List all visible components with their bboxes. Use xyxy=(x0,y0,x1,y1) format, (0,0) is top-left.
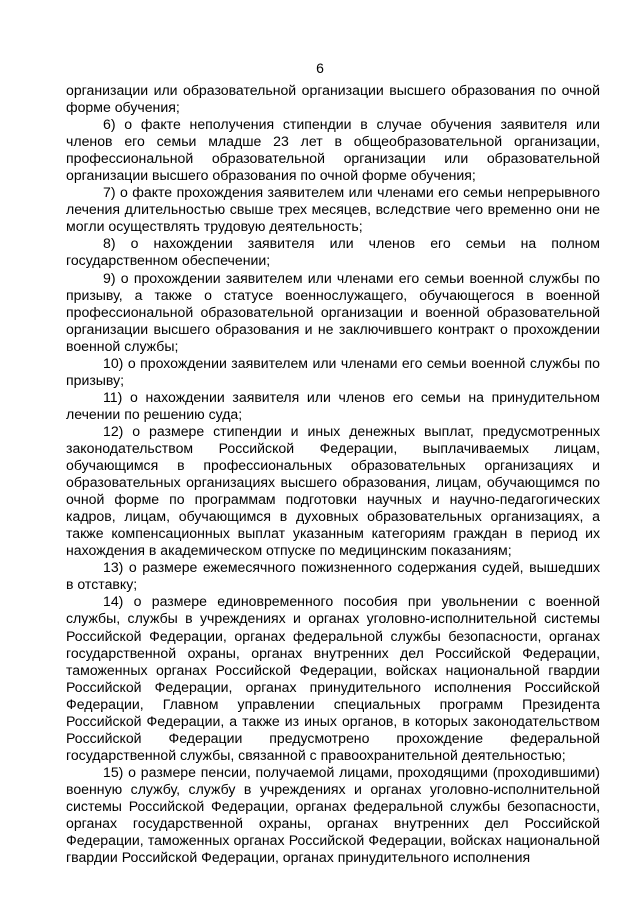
paragraph-item-10: 10) о прохождении заявителем или членами его семьи военной службы по призыву; xyxy=(66,354,600,388)
page-number: 6 xyxy=(316,60,324,76)
paragraph-item-12: 12) о размере стипендии и иных денежных выплат, предусмотренных законодательством Российской Федерации, выплачиваемых лицам, обучающимся в профессиональных образовательных организациях и образовательных организациях высшего образования, лицам, обучающимся по очной форме по программам подготовки научных и научно-педагогических кадров, лицам, обучающимся в духовных образовательных организациях, а также компенсационных выплат указанным категориям граждан в период их нахождения в академическом отпуске по медицинским показаниям; xyxy=(66,422,600,559)
paragraph-item-6: 6) о факте неполучения стипендии в случае обучения заявителя или членов его семьи младше 23 лет в общеобразовательной организации, профессиональной образовательной организации или образовательной организации высшего образования по очной форме обучения; xyxy=(66,116,600,184)
paragraph-item-14: 14) о размере единовременного пособия при увольнении с военной службы, службы в учреждениях и органах уголовно-исполнительной системы Российской Федерации, органах федеральной службы безопасности, органах государственной охраны, органах внутренних дел Российской Федерации, таможенных органах Российской Федерации, войсках национальной гвардии Российской Федерации, органах принудительного исполнения Российской Федерации, Главном управлении специальных программ Президента Российской Федерации, а также из иных органов, в которых законодательством Российской Федерации предусмотрено прохождение федеральной государственной службы, связанной с правоохранительной деятельностью; xyxy=(66,593,600,763)
paragraph-continuation: организации или образовательной организации высшего образования по очной форме обучения; xyxy=(66,82,600,116)
paragraph-item-7: 7) о факте прохождения заявителем или членами его семьи непрерывного лечения длительностью свыше трех месяцев, вследствие чего временно они не могли осуществлять трудовую деятельность; xyxy=(66,184,600,235)
document-body xyxy=(66,82,600,866)
paragraph-item-9: 9) о прохождении заявителем или членами его семьи военной службы по призыву, а также о статусе военнослужащего, обучающегося в военной профессиональной образовательной организации и военной образовательной организации высшего образования и не заключившего контракт о прохождении военной службы; xyxy=(66,269,600,354)
paragraph-item-13: 13) о размере ежемесячного пожизненного содержания судей, вышедших в отставку; xyxy=(66,559,600,593)
paragraph-item-8: 8) о нахождении заявителя или членов его семьи на полном государственном обеспечении; xyxy=(66,235,600,269)
paragraph-item-11: 11) о нахождении заявителя или членов его семьи на принудительном лечении по решению суда; xyxy=(66,388,600,422)
paragraph-item-15: 15) о размере пенсии, получаемой лицами, проходящими (проходившими) военную службу, службу в учреждениях и органах уголовно-исполнительной системы Российской Федерации, органах федеральной службы безопасности, органах государственной охраны, органах внутренних дел Российской Федерации, таможенных органах Российской Федерации, войсках национальной гвардии Российской Федерации, органах принудительного исполнения xyxy=(66,763,600,866)
